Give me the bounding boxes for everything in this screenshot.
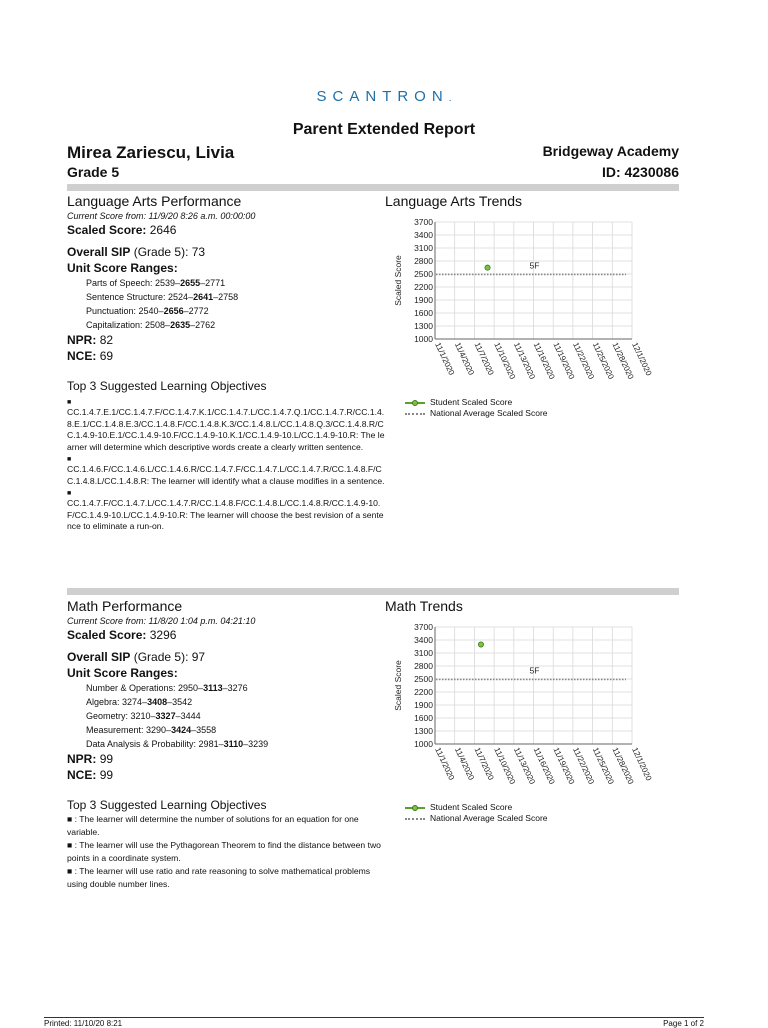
national-average-legend-icon (405, 815, 425, 823)
x-tick-label: 11/1/2020 (433, 746, 457, 782)
y-tick-label: 1300 (414, 726, 433, 736)
range-item: Measurement: 3290–3424–3558 (86, 725, 217, 735)
npr-label: NPR: (67, 333, 97, 347)
legend-student: Student Scaled Score (430, 802, 513, 812)
student-score-legend-icon (405, 399, 425, 407)
y-tick-label: 1000 (414, 739, 433, 749)
y-tick-label: 3100 (414, 243, 433, 253)
objectives-list (67, 398, 387, 533)
objective-item: ■ : The learner will determine the number of solutions for an equation for one variable. (67, 814, 359, 837)
legend-student: Student Scaled Score (430, 397, 513, 407)
current-score-date: Current Score from: 11/9/20 8:26 a.m. 00:00:00 (67, 211, 256, 221)
npr-value: 99 (99, 752, 114, 766)
objectives-list (67, 813, 387, 890)
range-item: Sentence Structure: 2524–2641–2758 (86, 292, 239, 302)
x-tick-label: 11/28/2020 (610, 341, 636, 381)
y-tick-label: 3400 (414, 230, 433, 240)
overall-sip-label: Overall SIP (67, 650, 131, 664)
nce-label: NCE: (67, 349, 97, 363)
language-arts-section (67, 193, 387, 535)
national-average-legend-icon (405, 410, 425, 418)
y-tick-label: 2800 (414, 256, 433, 266)
overall-sip-value: (Grade 5): 73 (133, 245, 206, 259)
objectives-title: Top 3 Suggested Learning Objectives (67, 379, 267, 393)
student-score-legend-icon (405, 804, 425, 812)
section-title: Math Performance (67, 598, 183, 614)
student-score-point (478, 642, 483, 647)
x-tick-label: 11/22/2020 (571, 341, 596, 381)
logo-dot: . (448, 93, 452, 104)
x-tick-label: 11/4/2020 (452, 341, 476, 377)
x-tick-label: 11/7/2020 (472, 746, 496, 782)
printed-date: Printed: 11/10/20 8:21 (44, 1019, 123, 1028)
school-name: Bridgeway Academy (542, 143, 679, 159)
x-tick-label: 11/28/2020 (610, 746, 636, 786)
chart-legend (405, 802, 548, 824)
range-item: Punctuation: 2540–2656–2772 (86, 306, 209, 316)
objectives-title: Top 3 Suggested Learning Objectives (67, 798, 267, 812)
x-tick-label: 11/13/2020 (511, 341, 537, 381)
range-item: Geometry: 3210–3327–3444 (86, 711, 201, 721)
footer-divider (44, 1017, 704, 1018)
objective-item: CC.1.4.6.F/CC.1.4.6.L/CC.1.4.6.R/CC.1.4.7.F/CC.1.4.7.L/CC.1.4.7.R/CC.1.4.8.F/CC.1.4.8.L/CC.1.4.8.R: The learner will identify what a clause modifies in a sentence. (67, 464, 385, 486)
x-tick-label: 11/7/2020 (472, 341, 496, 377)
y-tick-label: 2200 (414, 687, 433, 697)
logo-text: SCANTRON (316, 88, 449, 105)
objective-item: ■ : The learner will use ratio and rate reasoning to solve mathematical problems using double number lines. (67, 866, 371, 889)
y-tick-label: 1900 (414, 700, 433, 710)
scaled-score-value: 3296 (149, 628, 177, 642)
national-average-label: 5F (529, 665, 540, 676)
x-tick-label: 11/16/2020 (531, 746, 557, 786)
student-id: ID: 4230086 (601, 164, 679, 180)
unit-ranges-list (67, 276, 387, 332)
y-tick-label: 1300 (414, 321, 433, 331)
y-tick-label: 3400 (414, 635, 433, 645)
chart-legend (405, 397, 548, 419)
x-tick-label: 11/22/2020 (571, 746, 596, 786)
y-tick-label: 2800 (414, 661, 433, 671)
overall-sip-value: (Grade 5): 97 (133, 650, 206, 664)
section-title: Language Arts Performance (67, 193, 242, 209)
x-tick-label: 11/10/2020 (492, 746, 518, 786)
range-item: Algebra: 3274–3408–3542 (86, 697, 193, 707)
unit-ranges-label: Unit Score Ranges: (67, 261, 178, 275)
y-tick-label: 1000 (414, 334, 433, 344)
page-number: Page 1 of 2 (663, 1019, 704, 1028)
student-name: Mirea Zariescu, Livia (67, 143, 235, 162)
y-axis-label: Scaled Score (393, 660, 403, 711)
report-title: Parent Extended Report (292, 121, 476, 138)
y-tick-label: 1600 (414, 308, 433, 318)
x-tick-label: 11/19/2020 (551, 341, 577, 381)
unit-ranges-list (67, 681, 387, 751)
y-tick-label: 1600 (414, 713, 433, 723)
nce-value: 69 (99, 349, 114, 363)
y-tick-label: 2500 (414, 674, 433, 684)
y-tick-label: 3100 (414, 648, 433, 658)
legend-national: National Average Scaled Score (430, 813, 548, 823)
national-average-label: 5F (529, 260, 540, 271)
student-score-point (485, 265, 490, 270)
current-score-date: Current Score from: 11/8/20 1:04 p.m. 04:21:10 (67, 616, 256, 626)
x-tick-label: 11/25/2020 (590, 341, 616, 381)
x-tick-label: 11/19/2020 (551, 746, 577, 786)
x-tick-label: 11/1/2020 (433, 341, 457, 377)
section-divider (67, 184, 679, 191)
y-tick-label: 3700 (414, 622, 433, 632)
scaled-score-label: Scaled Score: (67, 628, 147, 642)
range-item: Number & Operations: 2950–3113–3276 (86, 683, 248, 693)
y-tick-label: 2200 (414, 282, 433, 292)
range-item: Parts of Speech: 2539–2655–2771 (86, 278, 226, 288)
scaled-score-label: Scaled Score: (67, 223, 147, 237)
math-section (67, 598, 387, 891)
scantron-logo (0, 88, 768, 105)
math-trends-chart (385, 617, 675, 795)
math-trends-title: Math Trends (385, 598, 463, 614)
bullet-icon: ■ (67, 399, 72, 406)
language-arts-trends-title: Language Arts Trends (385, 193, 522, 209)
x-tick-label: 11/25/2020 (590, 746, 616, 786)
x-tick-label: 11/16/2020 (531, 341, 557, 381)
range-item: Data Analysis & Probability: 2981–3110–3239 (86, 739, 269, 749)
bullet-icon: ■ (67, 456, 72, 463)
legend-national: National Average Scaled Score (430, 408, 548, 418)
unit-ranges-label: Unit Score Ranges: (67, 666, 178, 680)
y-tick-label: 2500 (414, 269, 433, 279)
overall-sip-label: Overall SIP (67, 245, 131, 259)
objective-item: CC.1.4.7.E.1/CC.1.4.7.F/CC.1.4.7.K.1/CC.1.4.7.L/CC.1.4.7.Q.1/CC.1.4.7.R/CC.1.4.8.E.1/CC.1.4.8.E.3/CC.1.4.8.F/CC.1.4.8.K.3/CC.1.4.8.L/CC.1.4.8.Q.3/CC.1.4.8.R/CC.1.4.9-10.E.1/CC.1.4.9-10.F/CC.1.4.9-10.K.1/CC.1.4.9-10.L/CC.1.4.9-10.R: The learner will determine which descriptive words create a clearly written sentence. (67, 407, 385, 452)
y-axis-label: Scaled Score (393, 255, 403, 306)
npr-label: NPR: (67, 752, 97, 766)
x-tick-label: 11/13/2020 (511, 746, 537, 786)
scaled-score-value: 2646 (149, 223, 177, 237)
language-arts-trends-chart (385, 212, 675, 390)
section-divider (67, 588, 679, 595)
range-item: Capitalization: 2508–2635–2762 (86, 320, 216, 330)
objective-item: ■ : The learner will use the Pythagorean Theorem to find the distance between two points in a coordinate system. (67, 840, 381, 863)
bullet-icon: ■ (67, 490, 72, 497)
student-grade: Grade 5 (67, 164, 120, 180)
y-tick-label: 3700 (414, 217, 433, 227)
x-tick-label: 12/1/2020 (630, 341, 654, 378)
nce-label: NCE: (67, 768, 97, 782)
x-tick-label: 11/10/2020 (492, 341, 518, 381)
npr-value: 82 (99, 333, 114, 347)
y-tick-label: 1900 (414, 295, 433, 305)
x-tick-label: 11/4/2020 (452, 746, 476, 782)
nce-value: 99 (99, 768, 114, 782)
x-tick-label: 12/1/2020 (630, 746, 654, 783)
objective-item: CC.1.4.7.F/CC.1.4.7.L/CC.1.4.7.R/CC.1.4.8.F/CC.1.4.8.L/CC.1.4.8.R/CC.1.4.9-10.F/CC.1.4.9-10.L/CC.1.4.9-10.R: The learner will choose the best revision of a sentence to eliminate a run-on. (67, 498, 384, 531)
